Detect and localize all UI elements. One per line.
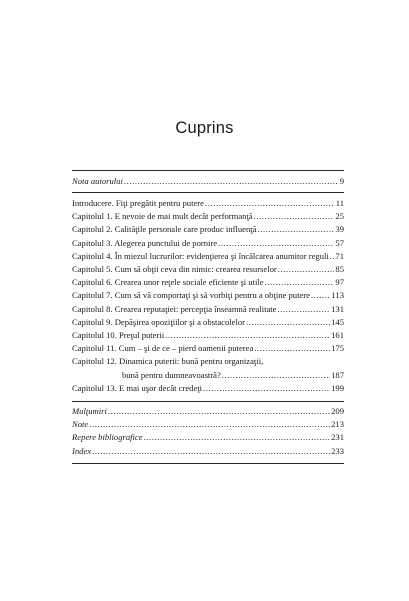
dot-leader (92, 445, 330, 458)
dot-leader (203, 382, 330, 395)
toc-entry-page: 231 (331, 432, 344, 443)
toc-entry-label: Capitolul 3. Alegerea punctului de pornire (72, 237, 218, 248)
toc-entry-intro (72, 197, 344, 210)
toc-entry-page: 25 (335, 211, 344, 222)
dot-leader (165, 329, 330, 342)
toc-entry-label: Capitolul 10. Preţul puterii (72, 330, 165, 341)
dot-leader (218, 237, 334, 250)
toc-entry-chapter-13 (72, 382, 344, 395)
toc-entry-label: bună pentru dumneavoastră? (122, 369, 221, 380)
dot-leader (257, 223, 334, 236)
toc-entry-label: Introducere. Fiţi pregătit pentru putere (72, 198, 204, 208)
toc-entry-chapter-8 (72, 303, 344, 316)
dot-leader (222, 369, 330, 382)
dot-leader (246, 316, 330, 329)
toc-entry-label: Mulţumiri (72, 406, 107, 416)
dot-leader (205, 197, 335, 210)
dot-leader (278, 263, 335, 276)
toc-entry-chapter-5 (72, 263, 344, 276)
toc-entry-page: 131 (331, 303, 344, 314)
toc-entry-label: Index (72, 445, 92, 456)
toc-entry-page: 113 (331, 290, 344, 301)
dot-leader (254, 342, 330, 355)
toc-entry-notes (72, 418, 344, 431)
chapters-section (72, 197, 344, 395)
toc-entry-chapter-2 (72, 223, 344, 236)
toc-entry-page: 175 (331, 343, 344, 354)
toc-entry-label: Capitolul 7. Cum să vă comportaţi şi să vorbiţi pentru a obţine putere (72, 290, 310, 301)
section-rule (72, 401, 344, 402)
dot-leader (124, 175, 339, 188)
toc-entry-page: 11 (335, 198, 344, 208)
toc-entry-preface (72, 175, 344, 188)
toc-entry-page: 97 (335, 277, 344, 288)
toc-entry-page: 85 (335, 264, 344, 275)
toc-entry-chapter-10 (72, 329, 344, 342)
toc-entry-chapter-4 (72, 250, 344, 263)
toc-entry-label: Capitolul 9. Depăşirea opoziţiilor şi a obstacolelor (72, 316, 246, 327)
top-rule (72, 170, 344, 171)
toc-entry-chapter-11 (72, 342, 344, 355)
toc-entry-label: Capitolul 13. E mai uşor decât credeţi (72, 382, 203, 393)
toc-entry-label: Nota autorului (72, 176, 123, 186)
toc-entry-label: Capitolul 1. E nevoie de mai mult decât performanţă (72, 211, 253, 222)
toc-entry-label: Capitolul 11. Cum – şi de ce – pierd oamenii puterea (72, 343, 254, 354)
toc-entry-page: 57 (335, 237, 344, 248)
toc-entry-acknowledgements (72, 405, 344, 418)
toc-entry-page: 161 (331, 330, 344, 341)
toc-entry-page: 39 (335, 224, 344, 235)
toc-entry-chapter-12 (72, 369, 344, 382)
toc-entry-label: Capitolul 2. Calităţile personale care produc influenţă (72, 224, 257, 235)
dot-leader (265, 276, 335, 289)
toc-entry-chapter-3 (72, 237, 344, 250)
dot-leader (89, 418, 330, 431)
toc-entry-chapter-7 (72, 289, 344, 302)
preface-section (72, 175, 344, 188)
toc-entry-label: Capitolul 5. Cum să obţii ceva din nimic: crearea resurselor (72, 264, 277, 275)
toc-entry-bibliography (72, 431, 344, 444)
toc-entry-label: Capitolul 6. Crearea unor reţele sociale eficiente şi utile (72, 277, 264, 288)
toc-entry-chapter-1 (72, 210, 344, 223)
toc-entry-page: 9 (339, 176, 344, 186)
toc-entry-label: Note (72, 419, 89, 430)
page-title: Cuprins (175, 119, 234, 137)
toc-entry-chapter-12-line1: Capitolul 12. Dinamica puterii: bună pentru organizaţii, (72, 356, 264, 367)
toc-entry-chapter-6 (72, 276, 344, 289)
section-rule (72, 192, 344, 193)
toc-entry-index (72, 445, 344, 458)
toc-entry-page: 199 (331, 382, 344, 393)
dot-leader (108, 405, 330, 418)
dot-leader (330, 250, 335, 263)
toc-entry-label: Repere bibliografice (72, 432, 143, 443)
dot-leader (254, 210, 335, 223)
toc-entry-page: 213 (331, 419, 344, 430)
dot-leader (277, 303, 330, 316)
toc-entry-page: 145 (331, 316, 344, 327)
bottom-rule (72, 463, 344, 464)
toc-entry-chapter-9 (72, 316, 344, 329)
toc-entry-label: Capitolul 8. Crearea reputaţiei: percepţia înseamnă realitate (72, 303, 277, 314)
back-matter-section (72, 405, 344, 458)
toc-entry-page: 187 (331, 369, 344, 380)
toc-entry-page: 209 (331, 406, 344, 416)
toc-entry-page: 233 (331, 445, 344, 456)
toc-entry-label: Capitolul 4. În miezul lucrurilor: evidenţierea şi încălcarea anumitor reguli (72, 250, 329, 261)
dot-leader (311, 289, 330, 302)
dot-leader (144, 431, 331, 444)
toc-entry-page: 71 (335, 250, 344, 261)
